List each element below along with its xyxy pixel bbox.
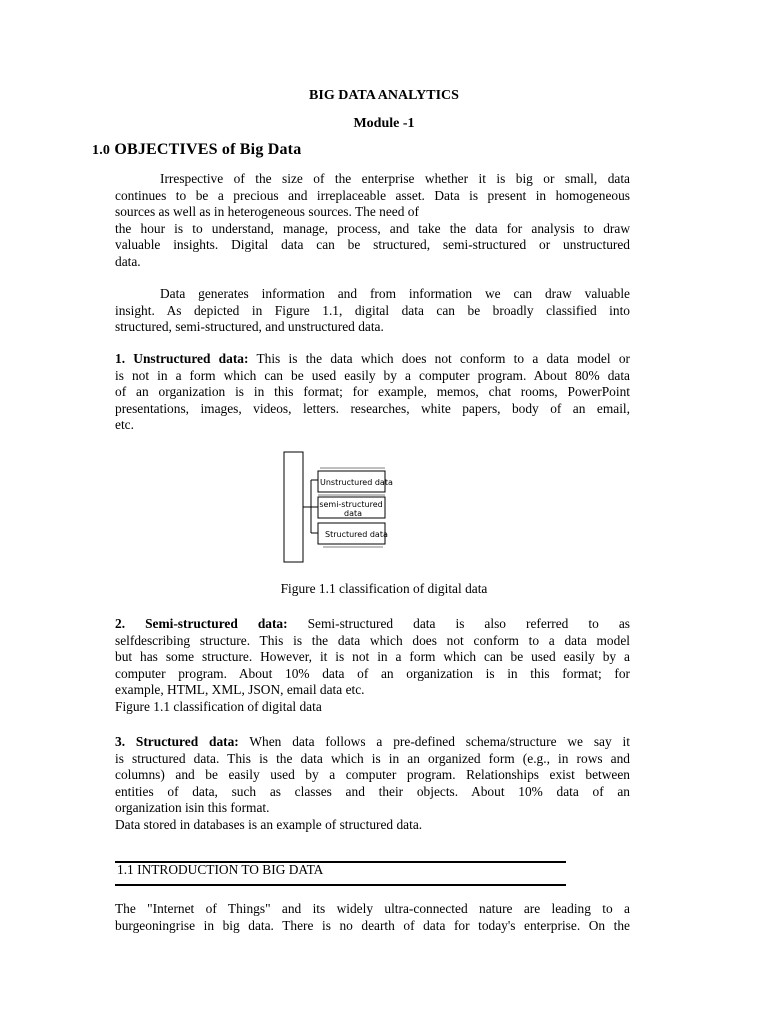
semistructured-line-1: Semi-structured data is also referred to as [287, 616, 630, 631]
objectives-number: 1.0 [92, 143, 111, 158]
para1-line-6: data. [115, 253, 141, 269]
unstructured-label: 1. Unstructured data: [115, 351, 249, 366]
structured-line-4: entities of data, such as classes and their objects. About 10% data of an [115, 783, 630, 799]
structured-line-1: When data follows a pre-defined schema/structure we say it [238, 734, 630, 749]
unstructured-line-1: This is the data which does not conform to a data model or [248, 351, 630, 366]
section-bottom-rule [115, 884, 566, 886]
digital-data-box [284, 452, 303, 562]
semistructured-line-2: selfdescribing structure. This is the data which does not conform to a data model [115, 632, 630, 648]
para1-line-2: continues to be a precious and irreplaceable asset. Data is present in homogeneous [115, 187, 630, 203]
structured-line-2: is structured data. This is the data which is in an organized form (e.g., in rows and [115, 750, 630, 766]
semistructured-line-3: but has some structure. However, it is not in a form which can be used easily by a [115, 649, 630, 665]
classification-diagram [283, 451, 393, 563]
unstructured-line-2: is not in a form which can be used easily by a computer program. About 80% data [115, 367, 630, 383]
paragraph-big-data-intro [115, 901, 630, 934]
objectives-title: OBJECTIVES of Big Data [114, 141, 302, 158]
paragraph-structured [115, 734, 630, 834]
intro-line-2: burgeoningrise in big data. There is no dearth of data for today's enterprise. On the [115, 917, 630, 933]
module-label: Module -1 [353, 116, 415, 131]
semistructured-label: 2. Semi-structured data: [115, 616, 288, 631]
semistructured-line-6: Figure 1.1 classification of digital data [115, 698, 322, 714]
structured-line-3: columns) and be easily used by a computer program. Relationships exist between [115, 767, 630, 783]
intro-line-1: The "Internet of Things" and its widely ultra-connected nature are leading to a [115, 901, 630, 916]
paragraph-unstructured [115, 351, 630, 434]
unstructured-line-5: etc. [115, 417, 134, 433]
para2-line-2: insight. As depicted in Figure 1.1, digital data can be broadly classified into [115, 302, 630, 318]
para1-line-3: sources as well as in heterogeneous sources. The need of [115, 204, 419, 220]
semistructured-line-4: computer program. About 10% data of an organization is in this format; for [115, 665, 630, 681]
semi-structured-box-label-1: semi-structured [319, 500, 383, 509]
structured-line-6: Data stored in databases is an example of structured data. [115, 816, 423, 832]
objectives-heading [92, 141, 301, 159]
paragraph-classification [115, 286, 630, 336]
para1-line-5: valuable insights. Digital data can be structured, semi-structured or unstructured [115, 237, 630, 253]
structured-line-5: organization isin this format. [115, 800, 270, 816]
unstructured-line-4: presentations, images, videos, letters. researches, white papers, body of an email, [115, 400, 630, 416]
unstructured-box-label: Unstructured data [320, 478, 393, 487]
para2-line-1: Data generates information and from information we can draw valuable [160, 286, 630, 301]
paragraph-semi-structured [115, 616, 630, 716]
para2-line-3: structured, semi-structured, and unstructured data. [115, 319, 384, 335]
unstructured-line-3: of an organization is in this format; for example, memos, chat rooms, PowerPoint [115, 384, 630, 400]
figure-caption: Figure 1.1 classification of digital data [280, 581, 488, 596]
structured-box-label: Structured data [325, 530, 388, 539]
para1-line-4: the hour is to understand, manage, process, and take the data for analysis to draw [115, 220, 630, 236]
semi-structured-box-label-2: data [343, 509, 363, 518]
semistructured-line-5: example, HTML, XML, JSON, email data etc. [115, 682, 365, 698]
structured-label: 3. Structured data: [115, 734, 239, 749]
document-title: BIG DATA ANALYTICS [309, 88, 459, 103]
paragraph-intro [115, 171, 630, 271]
intro-heading: 1.1 INTRODUCTION TO BIG DATA [117, 862, 324, 877]
para1-line-1: Irrespective of the size of the enterprise whether it is big or small, data [160, 171, 630, 186]
